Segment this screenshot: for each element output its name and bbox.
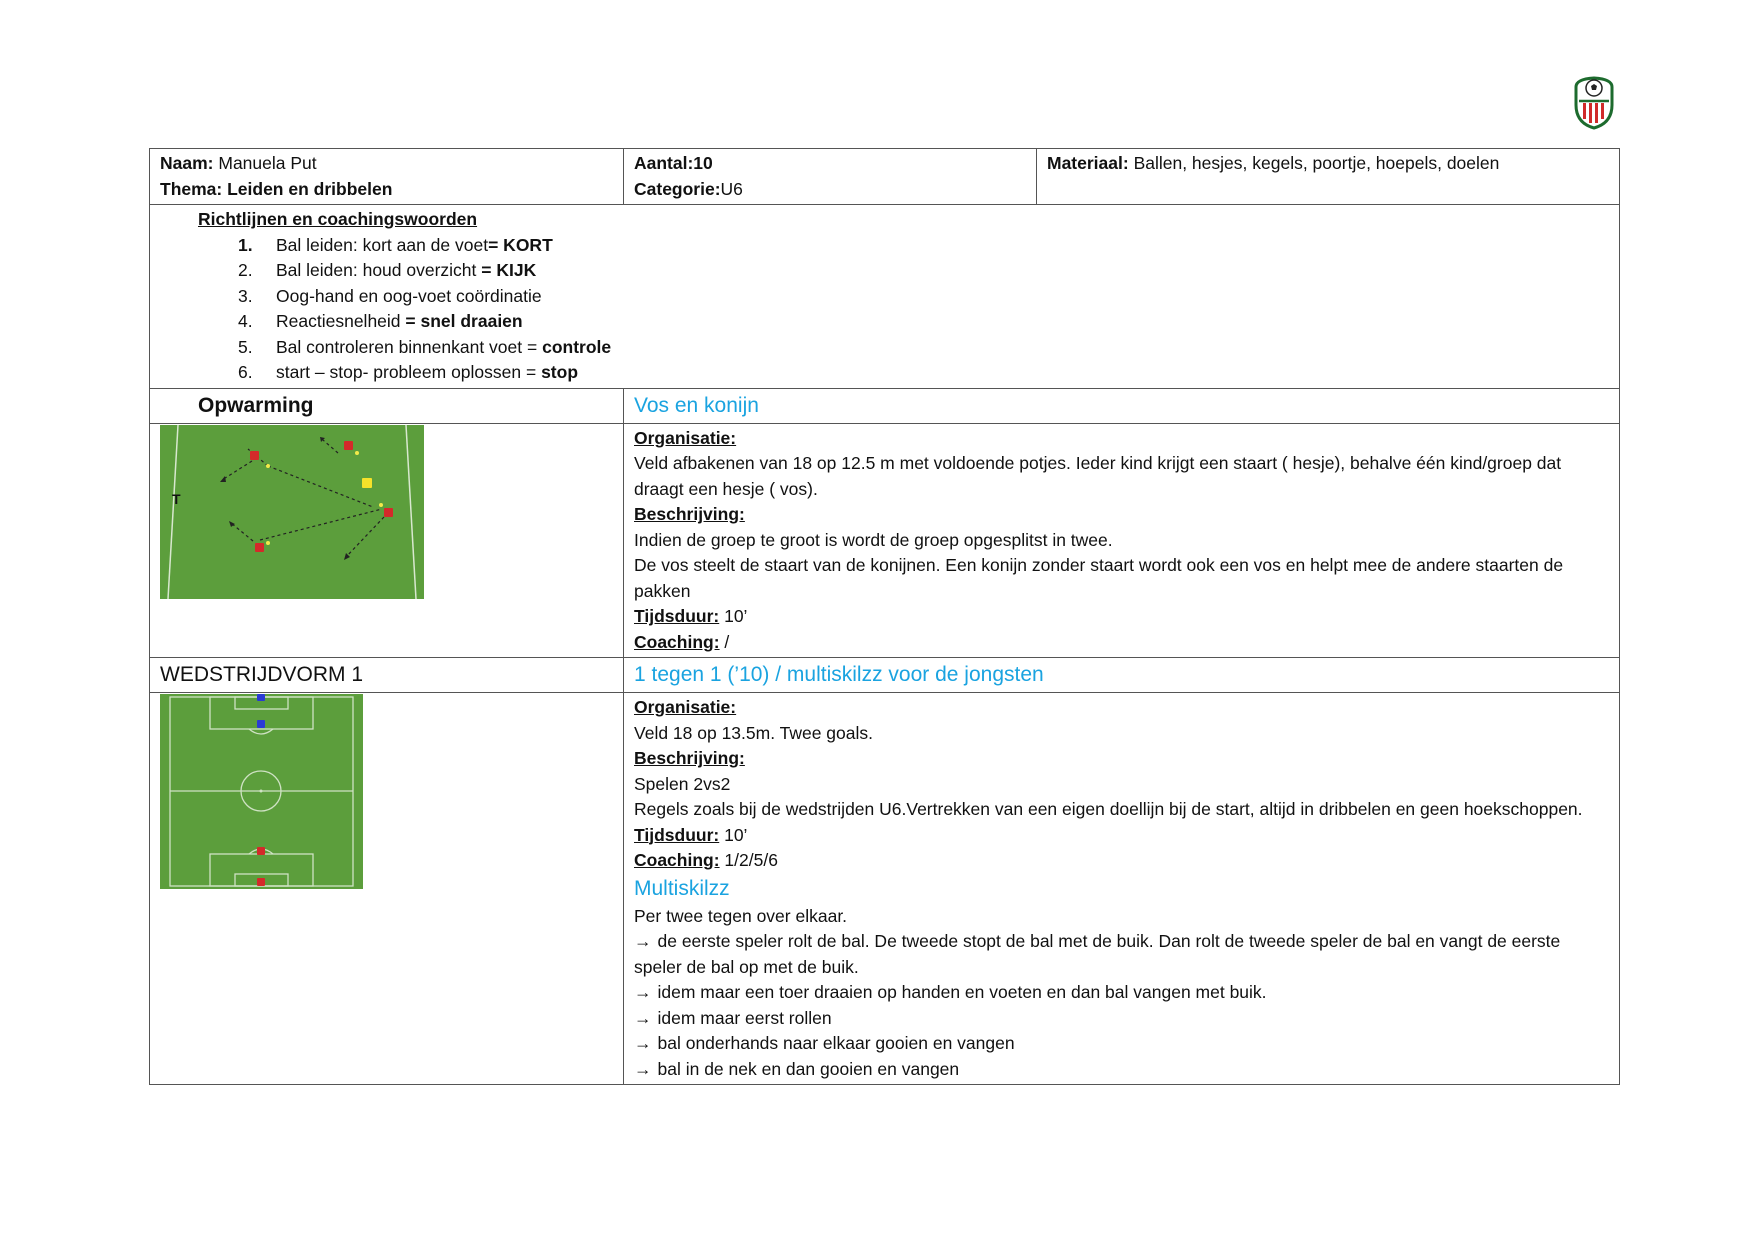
match-title-cell (624, 658, 1619, 692)
warmup-desc-line: Indien de groep te groot is wordt de groep opgesplitst in twee. (634, 529, 1113, 550)
match-org-text: Veld 18 op 13.5m. Twee goals. (634, 722, 874, 743)
guideline-number: 2. (238, 260, 253, 280)
training-sheet (149, 148, 1620, 1085)
match-coach-label: Coaching: (634, 850, 720, 870)
guideline-item (198, 309, 1609, 335)
match-field-diagram (160, 694, 363, 889)
materiaal-label: Materiaal: (1047, 153, 1129, 173)
header-row (150, 149, 1619, 204)
warmup-time-value: 10’ (719, 606, 748, 626)
guideline-number: 4. (238, 311, 253, 331)
materiaal-value: Ballen, hesjes, kegels, poortje, hoepels, doelen (1128, 153, 1500, 173)
warmup-section-cell (150, 389, 624, 423)
header-material-cell (1037, 149, 1619, 204)
multiskilzz-item (634, 1057, 1609, 1083)
arrow-right-icon: → (634, 1033, 652, 1053)
match-content-row (150, 692, 1619, 1084)
header-name-cell (150, 149, 624, 204)
warmup-coach-label: Coaching: (634, 631, 720, 652)
match-diagram-cell (150, 693, 624, 1084)
arrow-right-icon: → (634, 1007, 652, 1028)
guideline-text: Reactiesnelheid (276, 311, 406, 331)
multiskilzz-list (634, 929, 1609, 1082)
warmup-diagram-cell (150, 424, 624, 658)
guideline-keyword: stop (541, 362, 579, 382)
arrow-right-icon: → (634, 1058, 652, 1079)
multiskilzz-intro: Per twee tegen over elkaar. (634, 905, 848, 926)
fox-rabbit-field-diagram (160, 425, 424, 599)
guidelines-title: Richtlijnen en coachingswoorden (198, 209, 478, 229)
warmup-org-text: Veld afbakenen van 18 op 12.5 m met voldoende potjes. Ieder kind krijgt een staart ( hesje), behalve één kind/groep dat draagt een hesje ( vos). (634, 453, 1562, 499)
guidelines-row (150, 204, 1619, 388)
multiskilzz-item (634, 1006, 1609, 1032)
warmup-time-label: Tijdsduur: (634, 606, 720, 626)
guideline-text: Bal leiden: kort aan de voet (276, 234, 489, 255)
multiskilzz-item (634, 980, 1609, 1006)
match-title: 1 tegen 1 (’10) / multiskilzz voor de jongsten (634, 663, 1044, 686)
guidelines-cell (150, 205, 1619, 388)
warmup-content-row (150, 423, 1619, 658)
guideline-text: start – stop- probleem oplossen = (276, 362, 542, 382)
header-count-cell (624, 149, 1037, 204)
guideline-item (198, 360, 1609, 386)
guideline-item (198, 284, 1609, 310)
diagram-trainer-label: T (172, 490, 181, 507)
guideline-keyword: controle (542, 336, 612, 357)
guideline-number: 3. (238, 285, 253, 306)
guideline-text: Bal leiden: houd overzicht (276, 260, 482, 280)
match-text-cell (624, 693, 1619, 1084)
guideline-number: 6. (238, 362, 253, 382)
aantal-label: Aantal:10 (634, 153, 713, 173)
warmup-desc-label: Beschrijving: (634, 504, 745, 524)
guideline-text: Oog-hand en oog-voet coördinatie (276, 285, 542, 306)
guideline-number: 5. (238, 336, 253, 357)
categorie-label: Categorie: (634, 178, 721, 199)
multiskilzz-title: Multiskilzz (634, 876, 730, 900)
guideline-item (198, 258, 1609, 284)
multiskilzz-item (634, 929, 1609, 980)
match-title-row (150, 657, 1619, 692)
guideline-item (198, 335, 1609, 361)
guideline-keyword: = KORT (488, 234, 553, 255)
multiskilzz-item-text: bal onderhands naar elkaar gooien en vangen (657, 1033, 1015, 1053)
match-org-label: Organisatie: (634, 697, 737, 717)
match-time-value: 10’ (719, 824, 748, 845)
guideline-number: 1. (238, 234, 253, 255)
match-desc-line: Spelen 2vs2 (634, 773, 731, 794)
arrow-right-icon: → (634, 982, 652, 1002)
warmup-title-cell (624, 389, 1619, 423)
match-desc-label: Beschrijving: (634, 748, 745, 768)
warmup-coach-value: / (719, 631, 730, 652)
match-section-label: WEDSTRIJDVORM 1 (160, 663, 364, 686)
guideline-keyword: = KIJK (481, 260, 537, 280)
multiskilzz-item (634, 1031, 1609, 1057)
warmup-title-row (150, 388, 1619, 423)
warmup-text-cell (624, 424, 1619, 658)
guideline-keyword: = snel draaien (405, 311, 523, 331)
thema-label: Thema: Leiden en dribbelen (160, 178, 393, 199)
multiskilzz-item-text: idem maar eerst rollen (657, 1007, 832, 1028)
warmup-title: Vos en konijn (634, 393, 759, 417)
warmup-desc-line: De vos steelt de staart van de konijnen. Een konijn zonder staart wordt ook een vos en helpt mee de andere staarten de pakken (634, 555, 1564, 601)
guideline-text: Bal controleren binnenkant voet = (276, 336, 543, 357)
yellow-shirt-fox (362, 478, 372, 488)
categorie-value: U6 (720, 178, 743, 199)
guideline-item (198, 233, 1609, 259)
match-coach-value: 1/2/5/6 (719, 850, 778, 870)
multiskilzz-item-text: bal in de nek en dan gooien en vangen (657, 1058, 960, 1079)
guidelines-list (198, 233, 1609, 386)
multiskilzz-item-text: idem maar een toer draaien op handen en voeten en dan bal vangen met buik. (657, 982, 1267, 1002)
warmup-org-label: Organisatie: (634, 427, 737, 448)
multiskilzz-item-text: de eerste speler rolt de bal. De tweede stopt de bal met de buik. Dan rolt de tweede speler de bal en vangt de eerste speler de bal op met de buik. (634, 931, 1561, 977)
naam-value: Manuela Put (213, 153, 317, 173)
match-section-cell (150, 658, 624, 692)
football-club-shield-icon (1573, 75, 1615, 130)
warmup-section-label: Opwarming (198, 393, 314, 417)
naam-label: Naam: (160, 153, 214, 173)
match-time-label: Tijdsduur: (634, 824, 720, 845)
match-desc-line: Regels zoals bij de wedstrijden U6.Vertrekken van een eigen doellijn bij de start, altijd in dribbelen en geen hoekschoppen. (634, 799, 1583, 819)
arrow-right-icon: → (634, 931, 652, 951)
